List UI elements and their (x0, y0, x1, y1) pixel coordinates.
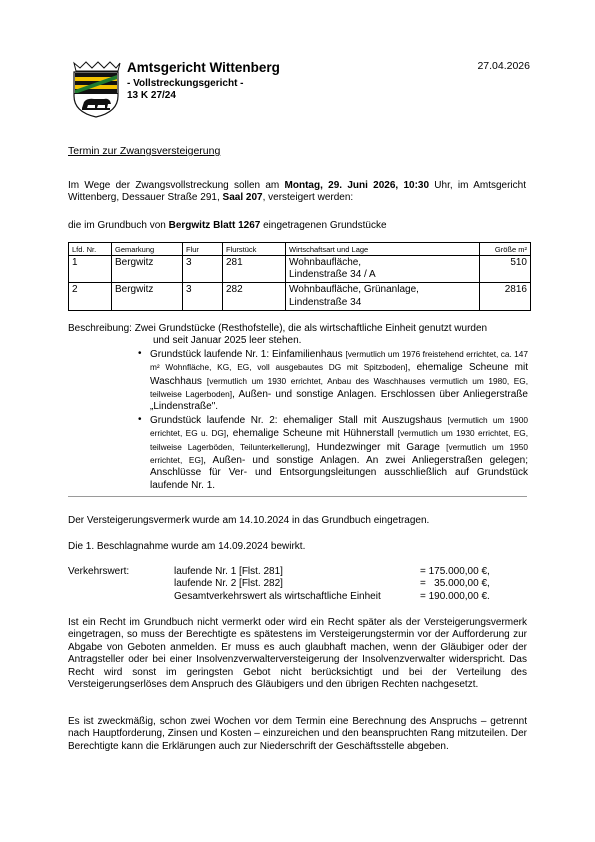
market-value-rows (174, 566, 504, 603)
cell-nr: 1 (69, 256, 112, 283)
auction-note-paragraph: Der Versteigerungsvermerk wurde am 14.10.2024 in das Grundbuch eingetragen. (68, 515, 430, 526)
market-value-item: laufende Nr. 1 [Flst. 281] (174, 566, 283, 577)
list-item (68, 414, 528, 492)
cell-lage (286, 256, 480, 283)
market-value-amount: = 190.000,00 €. (420, 590, 490, 602)
property-description (68, 323, 528, 492)
cell-flur: 3 (183, 283, 223, 310)
table-header-row (69, 243, 531, 256)
court-block (127, 60, 280, 102)
letterhead (70, 60, 330, 118)
table-row (69, 283, 531, 310)
column-header: Lfd. Nr. (69, 243, 112, 256)
coat-of-arms-icon (70, 60, 122, 118)
market-value-label: Verkehrswert: (68, 566, 130, 577)
bullet-icon: • (138, 347, 142, 359)
text-run-small: [vermutlich um 1976 freistehend errichtet, ca. 147 m² Wohnfläche, KG, EG, voll ausgebautes DG mit Spitzboden] (150, 348, 528, 373)
market-value-item: laufende Nr. 2 [Flst. 282] (174, 578, 283, 590)
text-run: , Hundezwinger mit Garage (307, 441, 447, 453)
cell-nr: 2 (69, 283, 112, 310)
cell-flurstueck: 282 (223, 283, 286, 310)
auction-room: Saal 207 (222, 192, 263, 204)
land-register-sheet: Bergwitz Blatt 1267 (168, 220, 261, 231)
text-run-small: [vermutlich um 1930 errichtet, EG, teilweise Lagerböden, Teilunterkellerung] (150, 428, 528, 452)
intro-text: , im Amtsgericht Wittenberg, Dessauer Straße 291, (68, 180, 526, 204)
column-header: Größe m² (480, 243, 531, 256)
text-run-small: [vermutlich um 1950 errichtet, EG] (150, 441, 528, 466)
document-date: 27.04.2026 (477, 60, 530, 72)
column-header: Gemarkung (112, 243, 183, 256)
land-register-line (68, 220, 526, 232)
list-item (68, 348, 528, 414)
cell-lage (286, 283, 480, 310)
intro-paragraph (68, 180, 526, 205)
market-value-row (174, 591, 504, 603)
description-continuation: und seit Januar 2025 leer stehen. (153, 335, 302, 347)
text-run: , ehemalige Scheune mit Waschhaus (150, 362, 528, 387)
market-value-row (174, 578, 504, 590)
court-subtitle: - Vollstreckungsgericht - (127, 78, 244, 89)
description-heading: Beschreibung: Zwei Grundstücke (Resthofstelle), die als wirtschaftliche Einheit genutzt wurden (68, 323, 488, 334)
divider (68, 496, 527, 497)
description-list (68, 348, 528, 492)
list-item-text (142, 414, 528, 492)
claim-paragraph: Es ist zweckmäßig, schon zwei Wochen vor dem Termin eine Berechnung des Anspruchs – getrennt nach Hauptforderung, Zinsen und Kosten – einzureichen und den beanspruchten Rang mitzuteilen. Der Berechtigte kann die Erklärungen auch zur Niederschrift der Geschäftsstelle abgeben. (68, 716, 527, 752)
document-title: Termin zur Zwangsversteigerung (68, 145, 221, 157)
text-run-small: [vermutlich um 1930 errichtet, Anbau des Waschhauses vermutlich um 1980, EG, teilweise Lagerboden] (150, 375, 529, 400)
intro-text: , versteigert werden: (262, 192, 354, 204)
column-header: Flurstück (223, 243, 286, 256)
text-run: , Außen- und sonstige Anlagen. An zwei Anliegerstraßen gelegen; Anschlüsse für Ver- und Entsorgungsleitungen ausschließlich auf Grundstück laufende Nr. 1. (150, 455, 528, 491)
intro-text: Uhr (429, 180, 450, 191)
seizure-paragraph: Die 1. Beschlagnahme wurde am 14.09.2024 bewirkt. (68, 541, 306, 552)
text-run-small: [vermutlich um 1900 errichtet, EG u. DG] (150, 414, 528, 439)
market-value-amount: = 175.000,00 €, (420, 566, 490, 577)
column-header: Wirtschaftsart und Lage (286, 243, 480, 256)
cell-gemarkung: Bergwitz (112, 256, 183, 283)
table-row (69, 256, 531, 283)
text-run: , ehemalige Scheune mit Hühnerstall (226, 428, 398, 440)
market-value-row (174, 566, 504, 578)
rights-paragraph: Ist ein Recht im Grundbuch nicht vermerkt oder wird ein Recht später als der Versteigerungsvermerk eingetragen, so muss der Berechtigte es spätestens im Versteigerungstermin vor der Aufforderung zur Abgabe von Geboten anmelden. Er muss es auch glaubhaft machen, wenn der Gläubiger oder der Antragsteller oder bei einer Insolvenzverwalterversteigerung der Insolvenzverwalter widerspricht. Das Recht wird sonst im geringsten Gebot nicht berücksichtigt und bei der Verteilung des Versteigerungserlöses dem Anspruch des Gläubigers und den übrigen Rechten nachgesetzt. (68, 617, 527, 691)
cell-groesse: 2816 (480, 283, 531, 310)
column-header: Flur (183, 243, 223, 256)
cell-gemarkung: Bergwitz (112, 283, 183, 310)
market-value-item: Gesamtverkehrswert als wirtschaftliche Einheit (174, 590, 381, 602)
list-item-text (142, 348, 528, 414)
bullet-icon: • (138, 413, 142, 425)
market-value-amount: = 35.000,00 €, (420, 578, 490, 590)
cell-flurstueck: 281 (223, 256, 286, 283)
case-number: 13 K 27/24 (127, 90, 176, 101)
text-run: Grundstück laufende Nr. 2: ehemaliger Stall mit Auszugshaus (150, 414, 448, 426)
auction-date: Montag, 29. Juni 2026, 10:30 (284, 180, 430, 191)
lage-line: Lindenstraße 34 / A (289, 269, 376, 281)
court-name: Amtsgericht Wittenberg (127, 60, 280, 75)
cell-flur: 3 (183, 256, 223, 283)
text-run: Grundstück laufende Nr. 1: Einfamilienhaus (150, 348, 346, 360)
cell-groesse: 510 (480, 256, 531, 283)
lage-line: Lindenstraße 34 (289, 296, 362, 308)
land-register-text: die im Grundbuch von (68, 220, 169, 231)
lage-line: Wohnbaufläche, (289, 257, 362, 268)
land-register-text: eingetragenen Grundstücke (260, 220, 387, 231)
intro-text: Im Wege der Zwangsvollstreckung sollen am (68, 180, 285, 191)
lage-line: Wohnbaufläche, Grünanlage, (289, 284, 419, 296)
parcel-table (68, 242, 531, 311)
text-run: , Außen- und sonstige Anlagen. Erschlossen über Anliegerstraße „Lindenstraße". (150, 389, 528, 413)
